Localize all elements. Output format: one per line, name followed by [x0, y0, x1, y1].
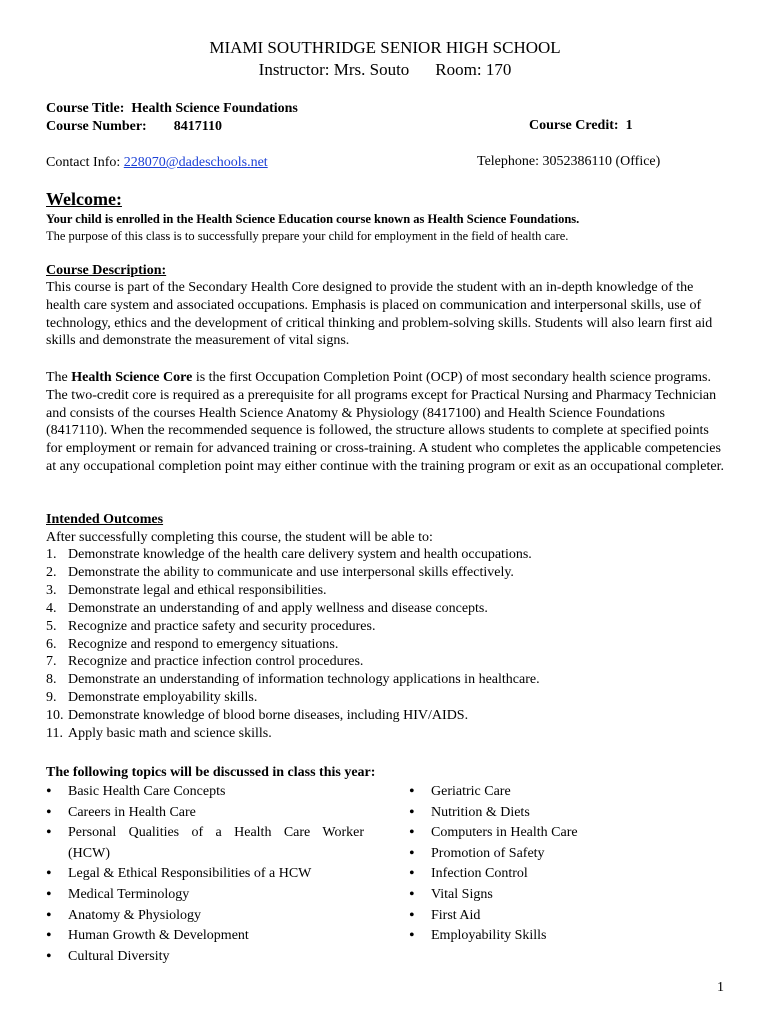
- item-number: 4.: [46, 600, 57, 616]
- telephone: Telephone: 3052386110 (Office): [477, 154, 661, 169]
- outcomes-list: [46, 546, 726, 743]
- school-name: MIAMI SOUTHRIDGE SENIOR HIGH SCHOOL: [209, 38, 561, 57]
- list-item-text: (HCW): [68, 845, 110, 861]
- item-number: 7.: [46, 654, 57, 670]
- outcomes-intro: After successfully completing this course, the student will be able to:: [46, 530, 433, 545]
- item-text: Demonstrate employability skills.: [68, 690, 258, 706]
- topics-list-left: [46, 782, 364, 967]
- list-item: • Computers in Health Care: [409, 823, 689, 844]
- core-bold: Health Science Core: [71, 370, 193, 385]
- course-title-label: Course Title:: [46, 101, 125, 116]
- topics-heading: The following topics will be discussed in class this year:: [46, 765, 376, 780]
- item-text: Demonstrate knowledge of blood borne diseases, including HIV/AIDS.: [68, 708, 469, 724]
- course-title-line: [46, 100, 298, 118]
- list-item: • Personal Qualities of a Health Care Worker: [46, 823, 364, 844]
- course-number-value: 8417110: [173, 119, 222, 134]
- list-item: [46, 707, 726, 725]
- course-description-heading: Course Description:: [46, 263, 167, 278]
- item-text: Recognize and practice safety and security procedures.: [68, 618, 376, 634]
- list-item: [46, 546, 726, 564]
- item-number: 3.: [46, 582, 57, 598]
- instructor-line: [0, 60, 770, 80]
- course-credit: [529, 118, 633, 134]
- list-item: • Cultural Diversity: [46, 947, 364, 968]
- course-credit-label: Course Credit:: [529, 118, 619, 133]
- list-item: • Promotion of Safety: [409, 844, 689, 865]
- core-text: is the first Occupation Completion Point (OCP) of most secondary health science programs. The two-credit core is required as a prerequisite for all programs except for Practical Nursing and Pharmacy Technician and consists of the courses Health Science Anatomy & Physiology (8417100) and Health Science Foundations (8417110). When the recommended sequence is followed, the structure allows students to complete at specified points for employment or remain for advanced training or cross-training. A student who completes the applicable competencies at any occupational completion point may either continue with the training program or exit as an occupational completer.: [46, 370, 725, 474]
- list-item: • First Aid: [409, 906, 689, 927]
- room-number: Room: 170: [435, 60, 512, 79]
- instructor-name: Instructor: Mrs. Souto: [258, 60, 410, 79]
- item-number: 2.: [46, 564, 57, 580]
- item-number: 5.: [46, 618, 57, 634]
- list-item: • Nutrition & Diets: [409, 803, 689, 824]
- item-text: Recognize and practice infection control procedures.: [68, 654, 364, 670]
- welcome-enrolled-line: Your child is enrolled in the Health Science Education course known as Health Science Foundations.: [46, 212, 580, 226]
- course-title-value: Health Science Foundations: [131, 101, 298, 116]
- item-number: 9.: [46, 690, 57, 706]
- list-item: • Human Growth & Development: [46, 926, 364, 947]
- list-item: • Basic Health Care Concepts: [46, 782, 364, 803]
- page-number: 1: [717, 980, 724, 995]
- list-item-continuation: [46, 844, 364, 865]
- list-item: [46, 653, 726, 671]
- item-text: Demonstrate an understanding of and apply wellness and disease concepts.: [68, 600, 488, 616]
- list-item: • Vital Signs: [409, 885, 689, 906]
- intended-outcomes-heading: Intended Outcomes: [46, 512, 164, 527]
- item-text: Recognize and respond to emergency situations.: [68, 636, 339, 652]
- item-text: Demonstrate an understanding of information technology applications in healthcare.: [68, 672, 540, 688]
- list-item: • Medical Terminology: [46, 885, 364, 906]
- item-number: 10.: [46, 708, 64, 724]
- list-item: • Anatomy & Physiology: [46, 906, 364, 927]
- list-item: [46, 618, 726, 636]
- health-science-core-paragraph: [46, 369, 726, 476]
- list-item: • Infection Control: [409, 864, 689, 885]
- topics-list-right: [409, 782, 689, 947]
- list-item: [46, 636, 726, 654]
- item-number: 6.: [46, 636, 57, 652]
- contact-info: [46, 154, 268, 172]
- list-item: • Geriatric Care: [409, 782, 689, 803]
- list-item: • Careers in Health Care: [46, 803, 364, 824]
- item-text: Demonstrate the ability to communicate and use interpersonal skills effectively.: [68, 564, 514, 580]
- list-item: [46, 564, 726, 582]
- welcome-purpose-line: The purpose of this class is to successfully prepare your child for employment in the field of health care.: [46, 229, 569, 243]
- item-text: Demonstrate legal and ethical responsibilities.: [68, 582, 327, 598]
- list-item: • Employability Skills: [409, 926, 689, 947]
- item-text: Apply basic math and science skills.: [68, 726, 272, 742]
- list-item: [46, 671, 726, 689]
- item-number: 11.: [46, 726, 63, 742]
- list-item: [46, 600, 726, 618]
- item-number: 8.: [46, 672, 57, 688]
- list-item: [46, 582, 726, 600]
- list-item: [46, 725, 726, 743]
- course-number-line: [46, 118, 222, 136]
- course-description-text: This course is part of the Secondary Health Core designed to provide the student with an in-depth knowledge of the health care system and associated occupations. Emphasis is placed on communication and interpersonal skills, use of technology, ethics and the development of critical thinking and problem-solving skills. Students will also learn first aid skills and demonstrate the measurement of vital signs.: [46, 280, 713, 349]
- course-number-label: Course Number:: [46, 119, 147, 134]
- course-credit-value: 1: [625, 118, 633, 133]
- item-text: Demonstrate knowledge of the health care delivery system and health occupations.: [68, 547, 532, 562]
- list-item: [46, 689, 726, 707]
- email-link[interactable]: 228070@dadeschools.net: [123, 155, 268, 170]
- core-prefix: The: [46, 370, 72, 385]
- contact-label: Contact Info:: [46, 155, 121, 170]
- list-item: • Legal & Ethical Responsibilities of a HCW: [46, 864, 364, 885]
- item-number: 1.: [46, 547, 57, 562]
- welcome-heading: Welcome:: [46, 189, 122, 209]
